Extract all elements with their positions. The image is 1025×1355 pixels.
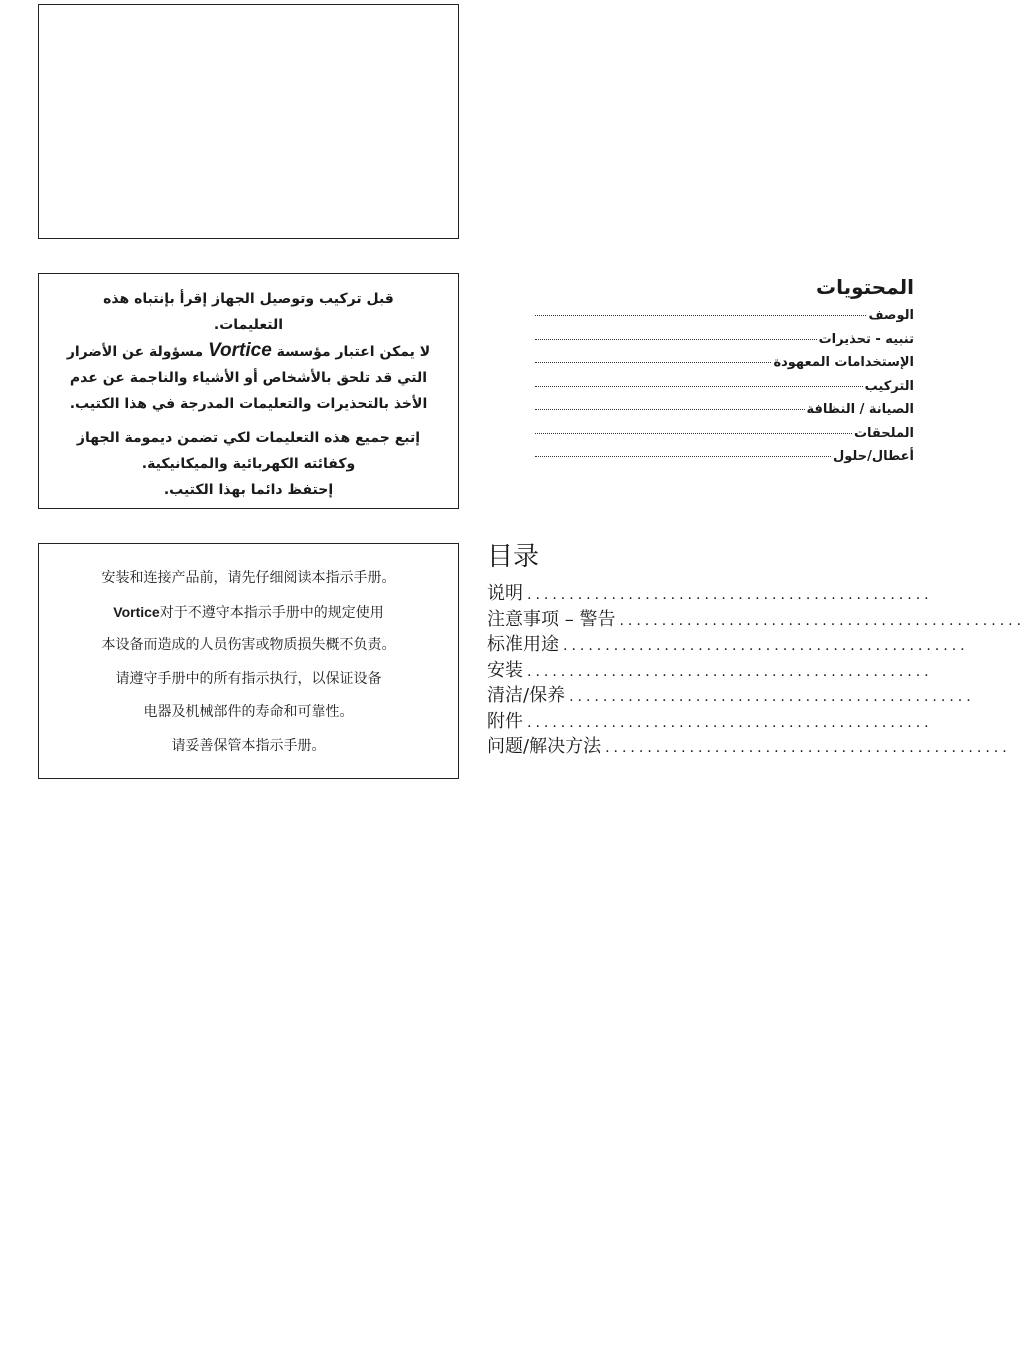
chinese-toc-label: 注意事项 – 警告 xyxy=(487,608,616,630)
arabic-toc-item[interactable] xyxy=(535,402,914,426)
chinese-notice-box xyxy=(38,543,459,779)
arabic-toc-item[interactable] xyxy=(535,426,914,450)
chinese-notice-line: 电器及机械部件的寿命和可靠性。 xyxy=(143,704,354,720)
arabic-toc-item[interactable] xyxy=(535,449,914,473)
chinese-toc-item[interactable] xyxy=(487,681,975,707)
chinese-notice-line: 本设备而造成的人员伤害或物质损失概不负责。 xyxy=(101,637,396,653)
arabic-toc-item[interactable] xyxy=(535,379,914,403)
arabic-toc-label: الإستخدامات المعهودة xyxy=(773,355,914,370)
chinese-table-of-contents xyxy=(487,539,1025,758)
chinese-toc-label: 说明 xyxy=(487,583,523,604)
arabic-notice-line: إحتفظ دائما بهذا الكتيب. xyxy=(163,482,334,498)
chinese-toc-item[interactable] xyxy=(487,579,933,605)
arabic-toc-label: الصيانة / النظافة xyxy=(806,402,914,417)
dot-leader xyxy=(535,315,866,316)
dot-leader: ................................................ xyxy=(569,689,975,705)
dot-leader xyxy=(535,409,805,410)
arabic-notice-line: التعليمات. xyxy=(213,317,284,333)
chinese-toc-item[interactable] xyxy=(487,732,1011,758)
chinese-toc-label: 清洁/保养 xyxy=(487,685,566,706)
arabic-toc-label: تنبيه - تحذيرات xyxy=(818,331,914,347)
chinese-toc-title: 目录 xyxy=(487,542,540,572)
arabic-toc-item[interactable] xyxy=(535,308,914,332)
arabic-toc-label: التركيب xyxy=(864,378,914,394)
arabic-notice-line: التي قد تلحق بالأشخاص أو الأشياء والناجمة عن عدم xyxy=(69,370,428,386)
chinese-toc-item[interactable] xyxy=(487,656,933,682)
dot-leader xyxy=(535,339,817,340)
dot-leader: ................................................ xyxy=(605,740,1011,756)
arabic-notice-line: وكفائته الكهربائية والميكانيكية. xyxy=(141,456,356,472)
arabic-toc-item[interactable] xyxy=(535,332,914,356)
brand-name: Vortice xyxy=(208,340,272,361)
chinese-notice-line xyxy=(39,600,458,634)
dot-leader: ................................................ xyxy=(527,663,933,680)
chinese-toc-item[interactable] xyxy=(487,707,933,733)
arabic-toc-item[interactable] xyxy=(535,355,914,379)
chinese-toc-item[interactable] xyxy=(487,605,1025,631)
dot-leader: ................................................ xyxy=(563,638,969,654)
arabic-table-of-contents xyxy=(535,272,914,473)
dot-leader xyxy=(535,433,852,434)
blank-frame xyxy=(38,4,459,239)
arabic-notice-line: إتبع جميع هذه التعليمات لكي تضمن ديمومة الجهاز xyxy=(76,430,421,446)
chinese-notice-line: 安装和连接产品前，请先仔细阅读本指示手册。 xyxy=(101,570,396,586)
arabic-notice-line: قبل تركيب وتوصيل الجهاز إقرأ بإنتباه هذه xyxy=(103,291,394,307)
chinese-toc-label: 问题/解决方法 xyxy=(487,736,602,757)
brand-name: Vortice xyxy=(113,603,160,620)
arabic-toc-label: الملحقات xyxy=(853,425,914,441)
chinese-notice-line: 请妥善保管本指示手册。 xyxy=(171,737,326,754)
arabic-toc-label: الوصف xyxy=(868,308,914,323)
arabic-toc-label: أعطال/حلول xyxy=(832,449,914,464)
chinese-notice-line: 请遵守手册中的所有指示执行，以保证设备 xyxy=(115,670,382,687)
chinese-toc-label: 安装 xyxy=(487,659,523,681)
dot-leader: ................................................ xyxy=(527,587,933,603)
arabic-notice-text: لا يمكن اعتبار مؤسسة xyxy=(276,344,431,360)
chinese-toc-label: 附件 xyxy=(487,710,523,732)
arabic-notice-line xyxy=(53,338,444,365)
arabic-notice-line: الأخذ بالتحذيرات والتعليمات المدرجة في هذا الكتيب. xyxy=(69,396,428,412)
dot-leader xyxy=(535,456,831,457)
chinese-toc-item[interactable] xyxy=(487,630,969,656)
arabic-toc-title: المحتويات xyxy=(815,275,914,299)
dot-leader: ................................................ xyxy=(619,612,1025,629)
arabic-notice-text: مسؤولة عن الأضرار xyxy=(66,344,204,360)
chinese-toc-label: 标准用途 xyxy=(487,634,559,655)
dot-leader xyxy=(535,386,863,387)
dot-leader: ................................................ xyxy=(527,714,933,731)
dot-leader xyxy=(535,362,771,363)
arabic-notice-box xyxy=(38,273,459,509)
chinese-notice-text: 对于不遵守本指示手册中的规定使用 xyxy=(159,604,384,621)
